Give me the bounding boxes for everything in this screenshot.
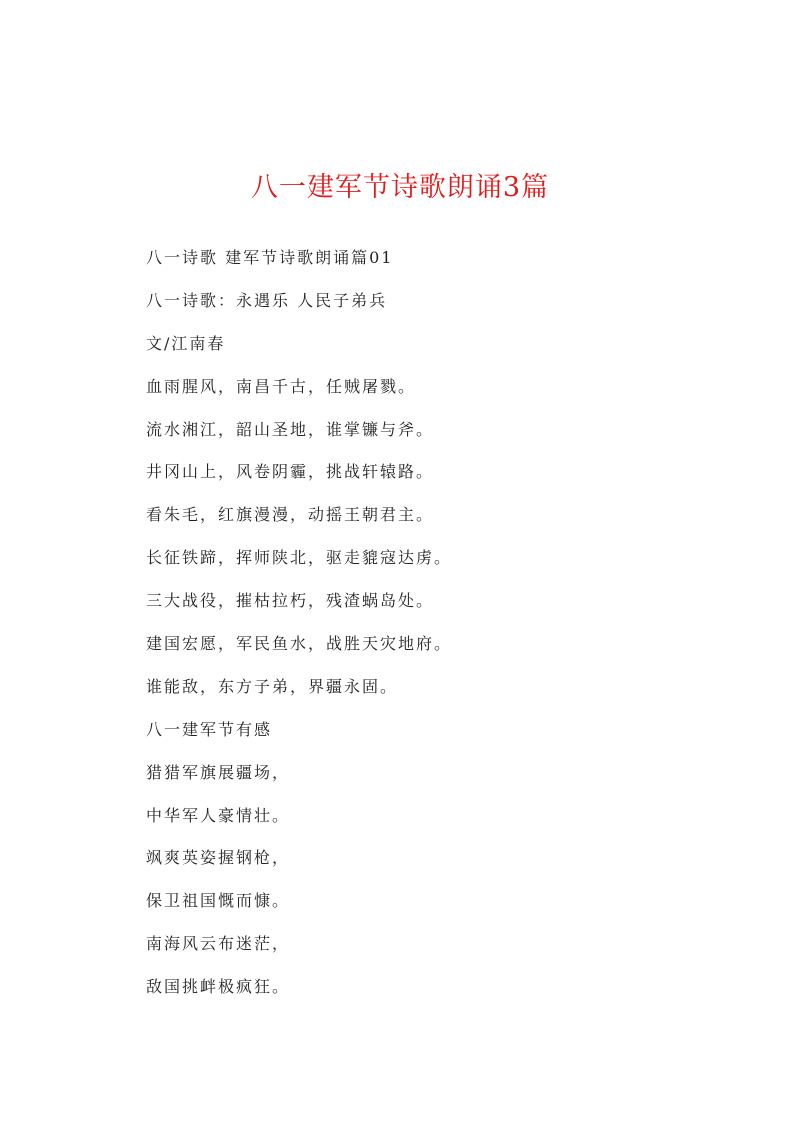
text-line: 敌国挑衅极疯狂。 [146,977,291,997]
poem-body [146,245,706,1017]
text-line: 血雨腥风，南昌千古，任贼屠戮。 [146,376,417,396]
document-title: 八一建军节诗歌朗诵3篇 [250,172,550,203]
text-line: 八一建军节有感 [146,719,273,739]
text-line: 流水湘江，韶山圣地，谁掌镰与斧。 [146,419,435,439]
text-line: 八一诗歌 建军节诗歌朗诵篇01 [146,248,394,267]
text-line: 南海风云布迷茫， [146,934,291,954]
text-line: 谁能敌，东方子弟，界疆永固。 [146,676,399,696]
text-line: 看朱毛，红旗漫漫，动摇王朝君主。 [146,505,435,525]
text-line: 八一诗歌：永遇乐 人民子弟兵 [146,290,388,310]
text-line: 猎猎军旗展疆场， [146,762,291,782]
text-line: 长征铁蹄，挥师陕北，驱走貔寇达虏。 [146,548,453,568]
text-line: 中华军人豪情壮。 [146,805,291,825]
text-line: 保卫祖国慨而慷。 [146,891,291,911]
text-line: 三大战役，摧枯拉朽，残渣蜗岛处。 [146,591,435,611]
text-line: 飒爽英姿握钢枪， [146,848,291,868]
text-line: 井冈山上，风卷阴霾，挑战轩辕路。 [146,462,435,482]
text-line: 文/江南春 [146,333,226,353]
text-line: 建国宏愿，军民鱼水，战胜天灾地府。 [146,634,453,654]
